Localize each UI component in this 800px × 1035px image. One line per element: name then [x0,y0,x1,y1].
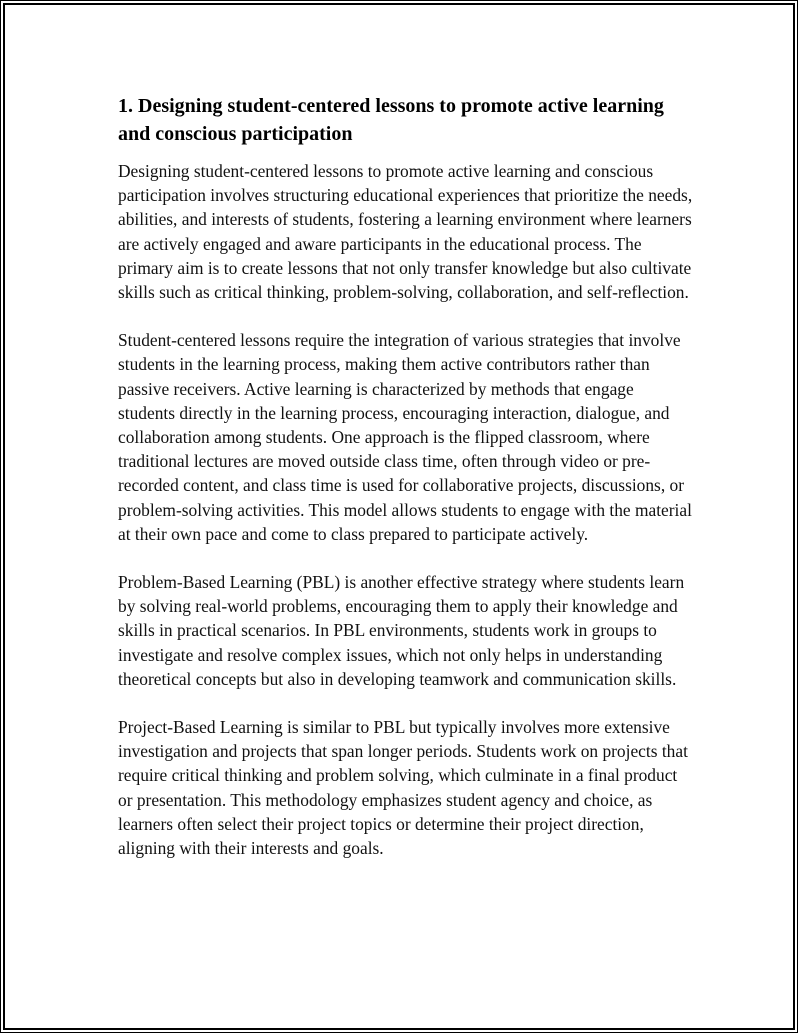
paragraph-2: Student-centered lessons require the integration of various strategies that involve students in the learning process, making them active contributors rather than passive receivers. Active learning is characterized by methods that engage students directly in the learning process, encouraging interaction, dialogue, and collaboration among students. One approach is the flipped classroom, where traditional lectures are moved outside class time, often through video or pre-recorded content, and class time is used for collaborative projects, discussions, or problem-solving activities. This model allows students to engage with the material at their own pace and come to class prepared to participate actively. [118,330,692,544]
paragraph-1: Designing student-centered lessons to promote active learning and conscious participation involves structuring educational experiences that prioritize the needs, abilities, and interests of students, fostering a learning environment where learners are actively engaged and aware participants in the educational process. The primary aim is to create lessons that not only transfer knowledge but also cultivate skills such as critical thinking, problem-solving, collaboration, and self-reflection. [118,161,693,303]
paragraph-3: Problem-Based Learning (PBL) is another effective strategy where students learn by solving real-world problems, encouraging them to apply their knowledge and skills in practical scenarios. In PBL environments, students work in groups to investigate and resolve complex issues, which not only helps in understanding theoretical concepts but also in developing teamwork and communication skills. [118,572,685,689]
section-heading: 1. Designing student-centered lessons to promote active learning and conscious participation [118,95,664,145]
paragraph-4: Project-Based Learning is similar to PBL but typically involves more extensive investigation and projects that span longer periods. Students work on projects that require critical thinking and problem solving, which culminate in a final product or presentation. This methodology emphasizes student agency and choice, as learners often select their project topics or determine their project direction, aligning with their interests and goals. [118,717,688,859]
document-content [118,92,693,884]
